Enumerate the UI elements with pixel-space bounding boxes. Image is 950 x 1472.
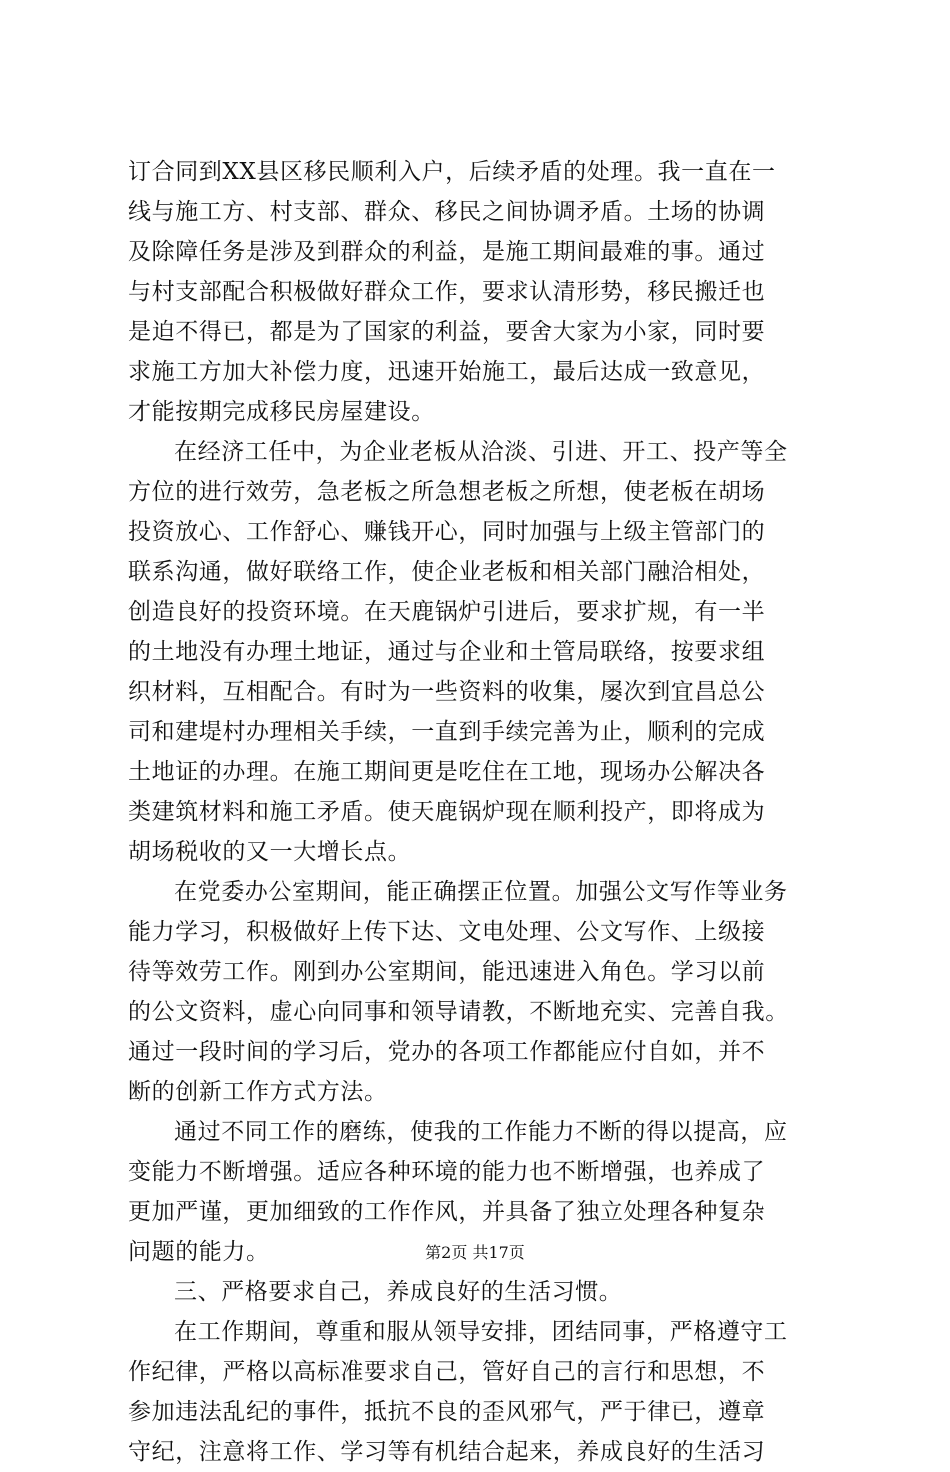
text-line: 三、严格要求自己，养成良好的生活习惯。 [174,1279,623,1305]
text-line: 守纪，注意将工作、学习等有机结合起来，养成良好的生活习 [128,1439,766,1465]
text-line: 的公文资料，虚心向同事和领导请教，不断地充实、完善自我。 [128,999,789,1025]
text-line: 求施工方加大补偿力度，迅速开始施工，最后达成一致意见， [128,359,766,385]
page-footer: 第2页 共17页 [425,1243,525,1262]
text-line: 变能力不断增强。适应各种环境的能力也不断增强，也养成了 [128,1159,766,1185]
text-line: 是迫不得已，都是为了国家的利益，要舍大家为小家，同时要 [128,319,766,345]
text-line: 胡场税收的又一大增长点。 [128,839,412,865]
text-line: 订合同到XX县区移民顺利入户，后续矛盾的处理。我一直在一 [128,159,776,185]
text-line: 及除障任务是涉及到群众的利益，是施工期间最难的事。通过 [128,239,766,265]
text-line: 通过不同工作的磨练，使我的工作能力不断的得以提高，应 [174,1119,788,1145]
text-line: 能力学习，积极做好上传下达、文电处理、公文写作、上级接 [128,919,766,945]
text-line: 作纪律，严格以高标准要求自己，管好自己的言行和思想，不 [128,1359,766,1385]
text-line: 土地证的办理。在施工期间更是吃住在工地，现场办公解决各 [128,759,766,785]
text-line: 的土地没有办理土地证，通过与企业和土管局联络，按要求组 [128,639,766,665]
text-line: 通过一段时间的学习后，党办的各项工作都能应付自如，并不 [128,1039,766,1065]
text-line: 在党委办公室期间，能正确摆正位置。加强公文写作等业务 [174,879,788,905]
text-line: 线与施工方、村支部、群众、移民之间协调矛盾。土场的协调 [128,199,766,225]
text-line: 类建筑材料和施工矛盾。使天鹿锅炉现在顺利投产，即将成为 [128,799,766,825]
text-line: 参加违法乱纪的事件，抵抗不良的歪风邪气，严于律已，遵章 [128,1399,766,1425]
text-line: 织材料，互相配合。有时为一些资料的收集，屡次到宜昌总公 [128,679,766,705]
text-line: 投资放心、工作舒心、赚钱开心，同时加强与上级主管部门的 [128,519,766,545]
text-line: 联系沟通，做好联络工作，使企业老板和相关部门融洽相处， [128,559,766,585]
text-line: 才能按期完成移民房屋建设。 [128,399,435,425]
text-line: 方位的进行效劳，急老板之所急想老板之所想，使老板在胡场 [128,479,766,505]
text-line: 与村支部配合积极做好群众工作，要求认清形势，移民搬迁也 [128,279,766,305]
text-line: 司和建堤村办理相关手续，一直到手续完善为止，顺利的完成 [128,719,766,745]
text-line: 更加严谨，更加细致的工作作风，并具备了独立处理各种复杂 [128,1199,766,1225]
text-line: 创造良好的投资环境。在天鹿锅炉引进后，要求扩规，有一半 [128,599,766,625]
text-line: 断的创新工作方式方法。 [128,1079,388,1105]
text-line: 在经济工任中，为企业老板从洽淡、引进、开工、投产等全 [174,439,788,465]
text-line: 待等效劳工作。刚到办公室期间，能迅速进入角色。学习以前 [128,959,766,985]
text-line: 在工作期间，尊重和服从领导安排，团结同事，严格遵守工 [174,1319,788,1345]
text-line: 问题的能力。 [128,1239,270,1265]
document-body [128,152,832,1472]
